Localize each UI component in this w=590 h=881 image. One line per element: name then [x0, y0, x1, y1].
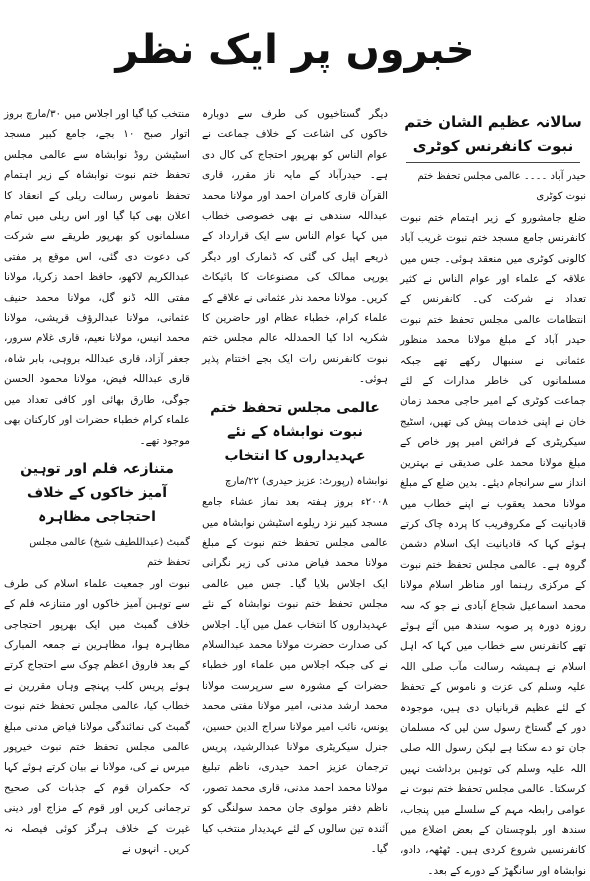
article-dateline-gambat: گمبٹ (عبداللطیف شیخ) عالمی مجلس تحفظ ختم [29, 536, 190, 569]
column-left [4, 104, 190, 855]
column-middle [202, 104, 388, 855]
article-headline-nawabshah: عالمی مجلس تحفظ ختم نبوت نوابشاہ کے نئے عہدیداروں کا انتخاب [210, 399, 380, 464]
masthead [0, 0, 590, 100]
article-columns [4, 104, 586, 877]
article-dateline-kotri: حیدر آباد ۔۔۔۔ عالمی مجلس تحفظ ختم نبوت کوٹری [417, 171, 586, 203]
article-headline-kotri: سالانہ عظیم الشان ختم نبوت کانفرنس کوٹری [404, 113, 582, 155]
article-body-nawabshah: ۲۰۰۸ء بروز ہفتہ بعد نماز عشاء جامع مسجد کبیر نزد ریلوے اسٹیشن نوابشاہ میں عالمی مجلس تحفظ ختم نبوت کے مبلغ مولانا محمد فیاض مدنی کی زیر نگرانی ایک اجلاس بلایا گیا۔ جس میں عالمی مجلس تحفظ ختم نبوت نوابشاہ کے نئے عہدیداروں کا انتخاب عمل میں آیا۔ اجلاس کی صدارت حضرت مولانا محمد عبدالسلام نے کی جبکہ اجلاس میں علماء اور خطباء حضرات کے مشورہ سے سرپرست مولانا محمد ارشد مدنی، امیر مولانا مفتی محمد یونس، نائب امیر مولانا سراج الدین حسین، جنرل سیکریٹری مولانا عبدالرشید، پریس ترجمان عزیز احمد حیدری، ناظم تبلیغ مولانا محمد احمد مدنی، قاری محمد تصور، ناظم دفتر مولوی جان محمد سولنگی کو آئندہ تین سالوں کے لئے عہدیدار منتخب کیا گیا۔ [202, 496, 388, 855]
article-headline-gambat: متنازعہ فلم اور توہین آمیز خاکوں کے خلاف احتجاجی مظاہرہ [20, 460, 174, 525]
masthead-title: خبروں پر ایک نظر [115, 27, 475, 73]
article-dateline-nawabshah: نوابشاہ (رپورٹ: عزیز حیدری) ۲۲/مارچ [225, 475, 388, 487]
article-body-kotri: ضلع جامشورو کے زیر اہتمام ختم نبوت کانفرنس جامع مسجد ختم نبوت غریب آباد کالونی کوٹری میں منعقد ہوئی۔ جس میں علاقہ کے علماء اور عوام الناس نے کثیر تعداد نے شرکت کی۔ کانفرنس کے انتظامات عالمی مجلس تحفظ ختم نبوت حیدر آباد کے مبلغ مولانا محمد منظور عثمانی نے سنبھال رکھے تھے جبکہ مسلمانوں کی خاطر مدارات کے لئے جماعت کوٹری کے امیر حاجی محمد زمان خان نے اپنی خدمات پیش کی تھیں، اسٹیج سیکریٹری کے فرائض امیر پور خاص کے مبلغ مولانا محمد علی صدیقی نے بہترین انداز سے سرانجام دیئے۔ بدین ضلع کے مبلغ مولانا محمد یعقوب نے اپنے خطاب میں قادیانیت کے مکروفریب کا پردہ چاک کرتے ہوئے کہا کہ قادیانیت ایک اسلام دشمن گروہ ہے۔ عالمی مجلس تحفظ ختم نبوت کے مرکزی رہنما اور مناظر اسلام مولانا محمد اسماعیل شجاع آبادی نے جو کہ سہ روزہ دورہ پر صوبہ سندھ میں آئے ہوئے تھے کانفرنس سے خطاب میں کہا کہ اہل اسلام نے ہمیشہ رسالت مآب صلی اللہ علیہ وسلم کی عزت و ناموس کے تحفظ کے لئے عظیم قربانیاں دی ہیں، موجودہ دور کے گستاخ رسول سن لیں کہ مسلمان جان تو دے سکتا ہے لیکن رسول اللہ صلی اللہ علیہ وسلم کی توہین برداشت نہیں کرسکتا۔ عالمی مجلس تحفظ ختم نبوت نے عوامی رابطہ مہم کے سلسلے میں پنجاب، سندھ اور بلوچستان کے بعض اضلاع میں کانفرنسیں شروع کردی ہیں۔ ٹھٹھہ، دادو، نوابشاہ اور سانگھڑ کے دورے کے بعد۔ [400, 211, 586, 877]
article-body-nawabshah-continued: منتخب کیا گیا اور اجلاس میں ۳۰/مارچ بروز اتوار صبح ۱۰ بجے، جامع کبیر مسجد اسٹیشن روڈ نوابشاہ سے عالمی مجلس تحفظ ختم نبوت نوابشاہ کے زیر اہتمام تحفظ ناموس رسالت ریلی کے انعقاد کا اعلان بھی کیا گیا اور اس ریلی میں تمام مسلمانوں کو بھرپور طریقے سے شرکت کی دعوت دی گئی، اس موقع پر مفتی عبدالکریم لاکھو، حافظ احمد زکریا، مولانا مفتی اللہ ڈنو گل، مولانا محمد حنیف عثمانی، مولانا عبدالرؤف قریشی، مولانا محمد انیس، مولانا نعیم، قاری غلام سرور، جعفر آزاد، قاری عبداللہ بروہی، بابر شاہ، قاری عبداللہ فیض، مولانا محمود الحسن جوگی، طارق بھائی اور کافی تعداد میں علماء کرام خطباء حضرات اور کارکنان بھی موجود تھے۔ [4, 108, 190, 447]
article-body-kotri-continued: دیگر گستاخیوں کی طرف سے دوبارہ خاکوں کی اشاعت کے خلاف جماعت نے عوام الناس کو بھرپور احتجاج کی کال دی ہے۔ حیدرآباد کے مایہ ناز مقرر، قاری القرآن قاری کامران احمد اور مولانا محمد عبداللہ سندھی نے بھی خصوصی خطاب میں کہا عوام الناس سے ایک قرارداد کے ذریعے اپیل کی گئی کہ ڈنمارک اور دیگر یورپی ممالک کی مصنوعات کا بائیکاٹ کریں۔ مولانا محمد نذر عثمانی نے علاقے کے علماء کرام، خطباء عظام اور حاضرین کا شکریہ ادا کیا الحمدللہ عالم مجلس ختم نبوت کانفرنس رات ایک بجے اختتام پذیر ہوئی۔ [202, 108, 388, 386]
article-body-gambat: نبوت اور جمعیت علماء اسلام کی طرف سے توہین آمیز خاکوں اور متنازعہ فلم کے خلاف گمبٹ میں ایک بھرپور احتجاجی مظاہرہ ہوا، مظاہرین نے جمعہ المبارک کے بعد فاروق اعظم چوک سے احتجاج کرتے ہوئے پریس کلب پہنچے وہاں مقررین نے خطاب کیا، عالمی مجلس تحفظ ختم نبوت گمبٹ کی نمائندگی مولانا فیاض مدنی مبلغ عالمی مجلس تحفظ ختم نبوت خیرپور میرس نے کی، مولانا نے بیان کرتے ہوئے کہا کہ حکمران قوم کے جذبات کی صحیح ترجمانی کریں اور قوم کے مزاج اور دینی غیرت کے خلاف ہرگز کوئی فیصلہ نہ کریں۔ انہوں نے [4, 577, 190, 855]
column-right [400, 104, 586, 877]
headline-divider [406, 162, 580, 163]
